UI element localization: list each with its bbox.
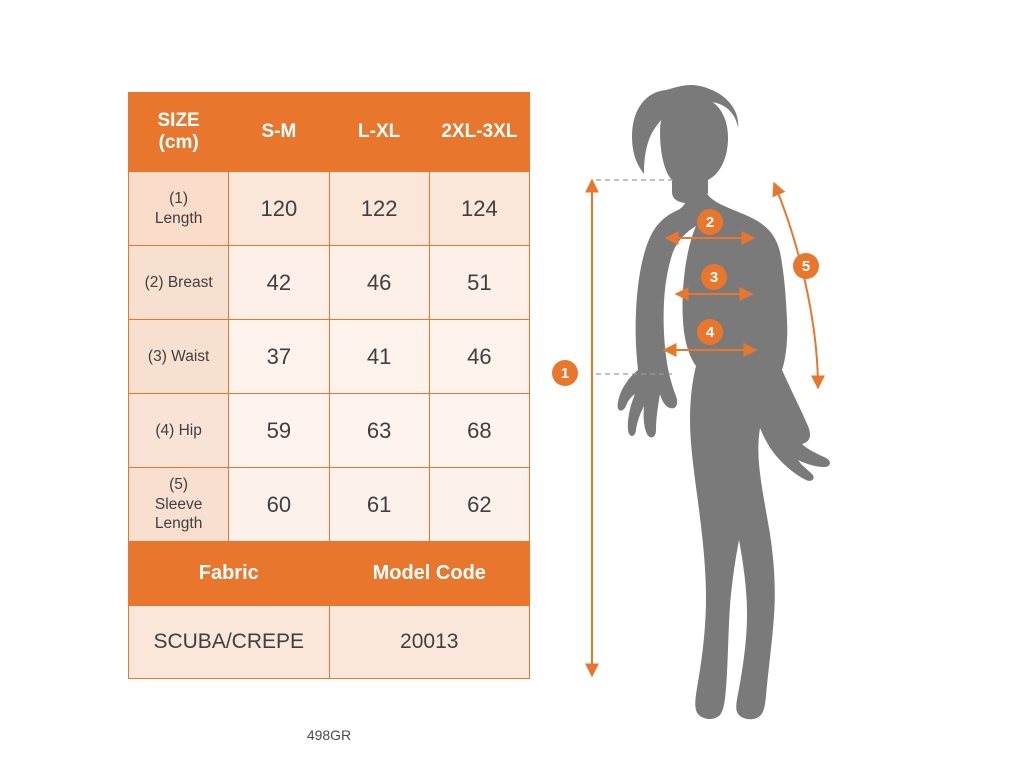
- cell-sleeve-lxl: 61: [329, 468, 429, 542]
- cell-length-sm: 120: [229, 172, 329, 246]
- marker-badge-2-label: 2: [705, 214, 715, 231]
- image-caption: 498GR: [306, 727, 352, 743]
- marker-badge-4-label: 4: [705, 324, 715, 341]
- cell-length-lxl: 122: [329, 172, 429, 246]
- header-col-2xl3xl: 2XL-3XL: [429, 93, 529, 172]
- row-label-sleeve-length: (5) Sleeve Length: [129, 468, 229, 542]
- cell-sleeve-2xl3xl: 62: [429, 468, 529, 542]
- marker-badge-5: [793, 253, 819, 279]
- table-row: [129, 320, 530, 394]
- cell-length-2xl3xl: 124: [429, 172, 529, 246]
- cell-breast-lxl: 46: [329, 246, 429, 320]
- marker-badge-1-label: 1: [560, 365, 570, 382]
- cell-waist-lxl: 41: [329, 320, 429, 394]
- footer-header-model-code: Model Code: [329, 542, 530, 606]
- cell-waist-sm: 37: [229, 320, 329, 394]
- row-label-breast: (2) Breast: [129, 246, 229, 320]
- table-row: [129, 394, 530, 468]
- cell-breast-2xl3xl: 51: [429, 246, 529, 320]
- footer-value-fabric: SCUBA/CREPE: [129, 606, 330, 679]
- header-col-sm: S-M: [229, 93, 329, 172]
- cell-waist-2xl3xl: 46: [429, 320, 529, 394]
- row-label-length: (1) Length: [129, 172, 229, 246]
- marker-badge-4: [697, 319, 723, 345]
- table-header-row: [129, 93, 530, 172]
- row-label-hip: (4) Hip: [129, 394, 229, 468]
- table-row: [129, 172, 530, 246]
- marker-badge-2: [697, 209, 723, 235]
- table-footer-value-row: [129, 606, 530, 679]
- table-row: [129, 468, 530, 542]
- table-footer-header-row: [129, 542, 530, 606]
- row-label-waist: (3) Waist: [129, 320, 229, 394]
- size-chart-table: [128, 92, 530, 679]
- cell-sleeve-sm: 60: [229, 468, 329, 542]
- marker-badge-5-label: 5: [801, 258, 811, 275]
- measurement-figure: [540, 40, 980, 730]
- cell-breast-sm: 42: [229, 246, 329, 320]
- female-body-silhouette: [618, 85, 830, 719]
- header-size-label: SIZE (cm): [129, 93, 229, 172]
- header-col-lxl: L-XL: [329, 93, 429, 172]
- marker-badge-1: [552, 360, 578, 386]
- cell-hip-sm: 59: [229, 394, 329, 468]
- marker-badge-3-label: 3: [709, 269, 719, 286]
- cell-hip-2xl3xl: 68: [429, 394, 529, 468]
- table-row: [129, 246, 530, 320]
- footer-header-fabric: Fabric: [129, 542, 330, 606]
- footer-value-model-code: 20013: [329, 606, 530, 679]
- cell-hip-lxl: 63: [329, 394, 429, 468]
- marker-badge-3: [701, 264, 727, 290]
